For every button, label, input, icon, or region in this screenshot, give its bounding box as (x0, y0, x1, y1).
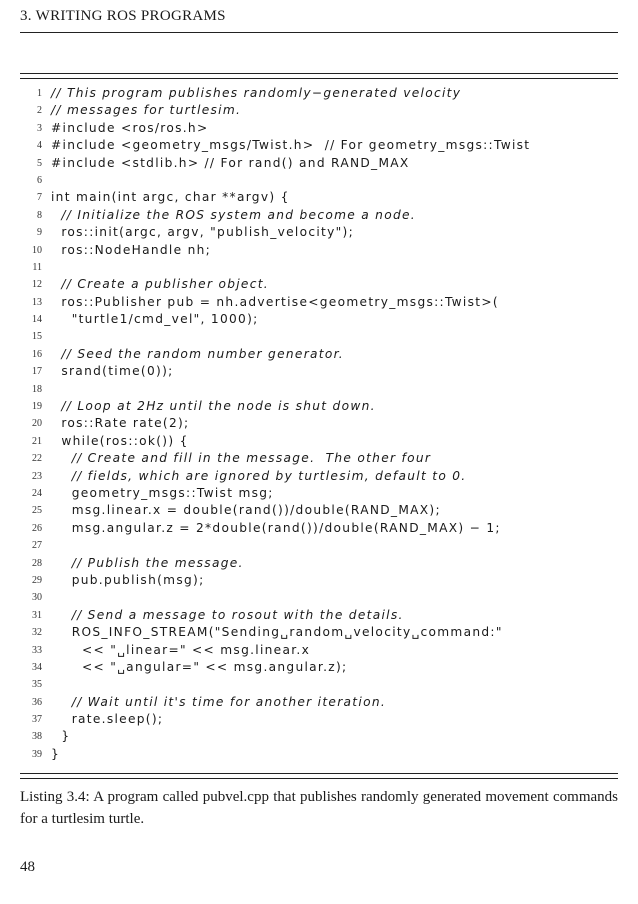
code-text: #include <geometry_msgs/Twist.h> // For geometry_msgs::Twist (51, 138, 531, 153)
code-line (20, 676, 618, 693)
line-number: 27 (32, 540, 42, 552)
code-text: #include <ros/ros.h> (51, 120, 209, 135)
line-number: 10 (32, 244, 42, 256)
code-line (20, 155, 618, 172)
line-number: 14 (32, 314, 42, 326)
code-text: msg.linear.x = double(rand())/double(RAND_MAX); (51, 503, 441, 518)
code-line (20, 398, 618, 415)
code-line (20, 694, 618, 711)
line-number: 24 (32, 487, 42, 499)
code-comment: // This program publishes randomly−generated velocity (51, 86, 462, 100)
code-text: ros::init(argc, argv, "publish_velocity"); (51, 225, 354, 240)
line-number: 21 (32, 435, 42, 447)
code-text: pub.publish(msg); (51, 572, 205, 587)
line-number: 15 (32, 331, 42, 343)
line-number: 38 (32, 731, 42, 743)
code-text: rate.sleep(); (51, 712, 164, 727)
code-comment: // Loop at 2Hz until the node is shut down. (51, 399, 376, 414)
code-line (20, 259, 618, 276)
line-number: 13 (32, 296, 42, 308)
code-line (20, 746, 618, 763)
code-text: ros::Rate rate(2); (51, 416, 190, 431)
code-line (20, 572, 618, 589)
code-line (20, 137, 618, 154)
code-text: ROS_INFO_STREAM("Sending␣random␣velocity␣command:" (51, 625, 503, 640)
line-number: 4 (37, 140, 42, 152)
code-text: ros::Publisher pub = nh.advertise<geometry_msgs::Twist>( (51, 294, 499, 309)
code-line (20, 520, 618, 537)
code-line (20, 433, 618, 450)
line-number: 31 (32, 609, 42, 621)
line-number: 33 (32, 644, 42, 656)
code-line (20, 642, 618, 659)
code-text: geometry_msgs::Twist msg; (51, 485, 274, 500)
code-line (20, 381, 618, 398)
code-line (20, 102, 618, 119)
line-number: 34 (32, 661, 42, 673)
line-number: 3 (37, 122, 42, 134)
line-number: 37 (32, 714, 42, 726)
code-line (20, 363, 618, 380)
listing-top-rule (20, 73, 618, 74)
code-text: } (51, 746, 61, 761)
listing-bottom-rule-inner (20, 773, 618, 774)
code-text: ros::NodeHandle nh; (51, 242, 212, 257)
line-number: 9 (37, 227, 42, 239)
line-number: 18 (32, 383, 42, 395)
line-number: 1 (37, 88, 42, 99)
line-number: 2 (37, 105, 42, 117)
code-comment: // Wait until it's time for another iteration. (51, 694, 387, 709)
line-number: 22 (32, 453, 42, 465)
code-comment: // Publish the message. (51, 555, 244, 570)
line-number: 39 (32, 748, 42, 760)
code-line (20, 728, 618, 745)
line-number: 11 (32, 261, 42, 273)
line-number: 19 (32, 401, 42, 413)
line-number: 17 (32, 366, 42, 378)
code-text: while(ros::ok()) { (51, 433, 189, 448)
code-line (20, 450, 618, 467)
code-line (20, 555, 618, 572)
code-line (20, 207, 618, 224)
line-number: 28 (32, 557, 42, 569)
line-number: 36 (32, 696, 42, 708)
code-comment: // Initialize the ROS system and become a node. (51, 207, 416, 222)
running-header: 3. WRITING ROS PROGRAMS (20, 8, 226, 24)
line-number: 29 (32, 574, 42, 586)
code-text: int main(int argc, char **argv) { (51, 190, 290, 205)
code-line (20, 659, 618, 676)
code-text: << "␣angular=" << msg.angular.z); (51, 659, 348, 674)
code-comment: // Seed the random number generator. (51, 346, 344, 361)
code-line (20, 85, 618, 102)
code-line (20, 242, 618, 259)
code-line (20, 189, 618, 206)
code-line (20, 537, 618, 554)
code-line (20, 224, 618, 241)
page-number: 48 (20, 859, 35, 875)
code-text: #include <stdlib.h> // For rand() and RAND_MAX (51, 155, 410, 170)
line-number: 35 (32, 679, 42, 691)
code-line (20, 172, 618, 189)
line-number: 16 (32, 348, 42, 360)
code-line (20, 711, 618, 728)
code-line (20, 468, 618, 485)
code-text: } (51, 729, 71, 744)
code-comment: // messages for turtlesim. (51, 103, 242, 118)
code-line (20, 415, 618, 432)
line-number: 30 (32, 592, 42, 604)
line-number: 25 (32, 505, 42, 517)
code-line (20, 485, 618, 502)
code-line (20, 311, 618, 328)
code-line (20, 589, 618, 606)
code-comment: // Create and fill in the message. The other four (51, 451, 432, 466)
code-comment: // fields, which are ignored by turtlesim, default to 0. (51, 468, 467, 483)
line-number: 5 (37, 157, 42, 169)
line-number: 32 (32, 627, 42, 639)
code-comment: // Send a message to rosout with the details. (51, 607, 404, 622)
code-text: srand(time(0)); (51, 364, 174, 379)
header-divider (20, 32, 618, 33)
code-comment: // Create a publisher object. (51, 277, 269, 292)
code-listing (20, 85, 618, 763)
code-line (20, 120, 618, 137)
code-text: msg.angular.z = 2*double(rand())/double(RAND_MAX) − 1; (51, 520, 501, 535)
listing-bottom-rule (20, 778, 618, 779)
code-text: << "␣linear=" << msg.linear.x (51, 642, 311, 657)
line-number: 8 (37, 209, 42, 221)
listing-caption: Listing 3.4: A program called pubvel.cpp that publishes randomly generated movement commands for a turtlesim turtle. (20, 789, 618, 827)
line-number: 7 (37, 192, 42, 204)
line-number: 6 (37, 174, 42, 186)
code-line (20, 346, 618, 363)
code-text: "turtle1/cmd_vel", 1000); (51, 312, 259, 327)
code-line (20, 276, 618, 293)
line-number: 12 (32, 279, 42, 291)
code-line (20, 624, 618, 641)
code-line (20, 502, 618, 519)
code-line (20, 328, 618, 345)
line-number: 20 (32, 418, 42, 430)
code-line (20, 294, 618, 311)
line-number: 23 (32, 470, 42, 482)
line-number: 26 (32, 522, 42, 534)
code-line (20, 607, 618, 624)
listing-top-rule-inner (20, 78, 618, 79)
